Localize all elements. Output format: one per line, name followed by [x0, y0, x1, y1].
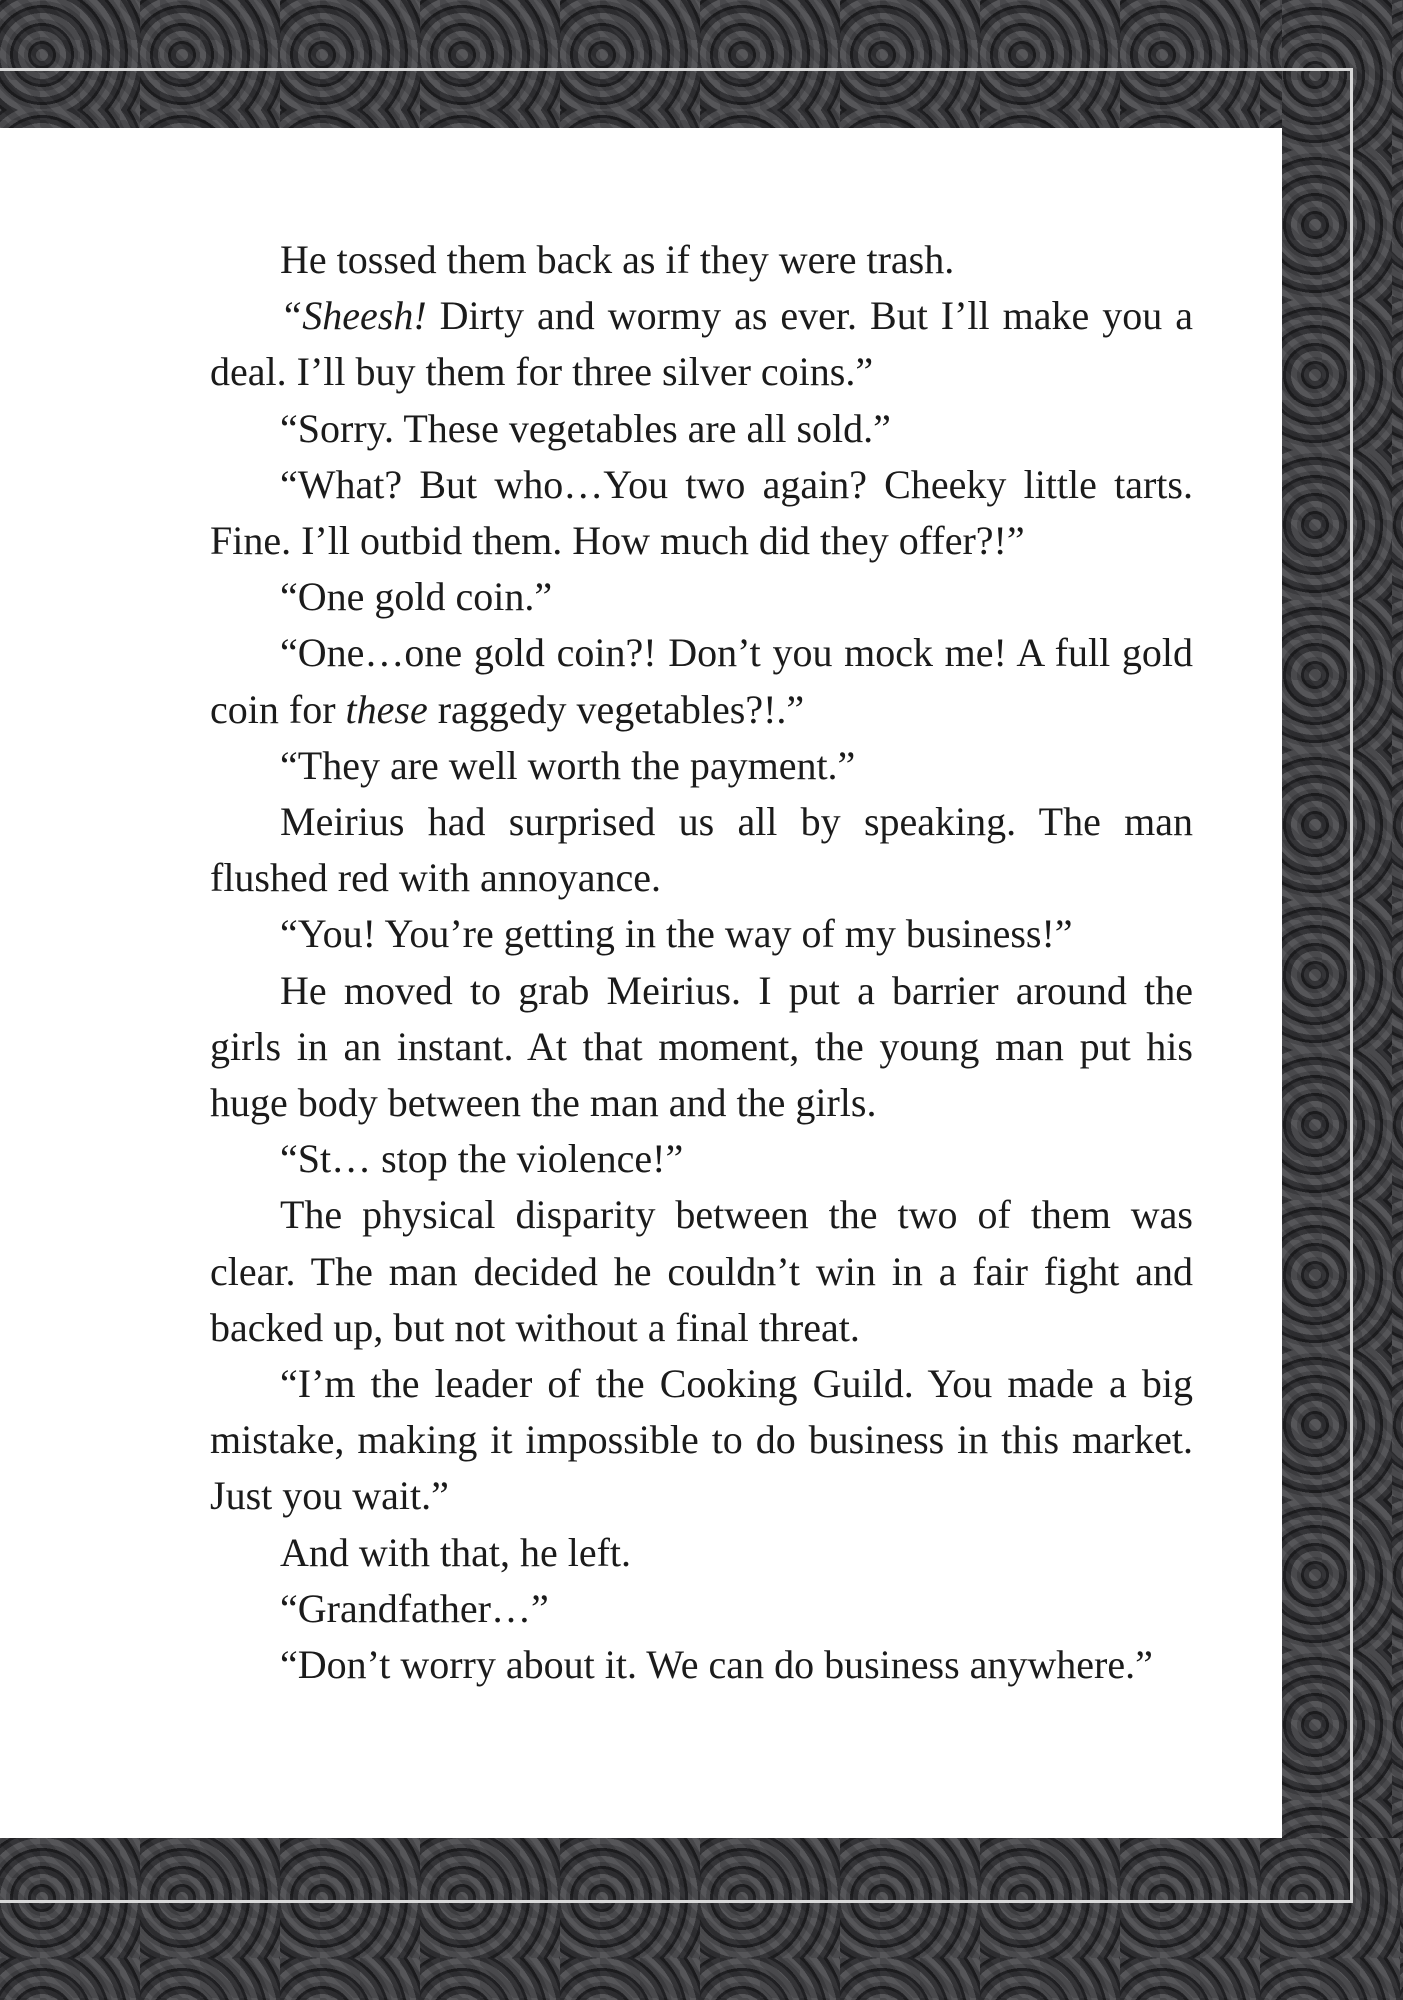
text-run: Meirius had surprised us all by speaking. The man flushed red with annoyance.	[210, 799, 1193, 901]
paragraph	[210, 288, 1193, 400]
text-run: He moved to grab Meirius. I put a barrier around the girls in an instant. At that moment, the young man put his huge body between the man and the girls.	[210, 967, 1193, 1126]
paragraph	[210, 1581, 1193, 1637]
text-run: “What? But who…You two again? Cheeky little tarts. Fine. I’ll outbid them. How much did they offer?!”	[210, 461, 1193, 564]
ornamental-border-top	[0, 0, 1403, 128]
paragraph	[210, 1187, 1193, 1356]
paragraph	[210, 1637, 1193, 1693]
text-run: “St… stop the violence!”	[280, 1136, 684, 1182]
paragraph	[210, 1525, 1193, 1581]
paragraph	[210, 232, 1193, 288]
paragraph	[210, 625, 1193, 737]
text-run: “One gold coin.”	[280, 574, 553, 620]
paragraph	[210, 1356, 1193, 1525]
text-run: “I’m the leader of the Cooking Guild. You made a big mistake, making it impossible to do business in this market. Just you wait.”	[210, 1361, 1193, 1519]
text-run: And with that, he left.	[280, 1529, 632, 1575]
frame-rule-top	[0, 68, 1352, 71]
text-run: raggedy vegetables?!.”	[427, 686, 805, 732]
paragraph	[210, 906, 1193, 962]
paragraph	[210, 401, 1193, 457]
text-run: The physical disparity between the two of them was clear. The man decided he couldn’t win in a fair fight and backed up, but not without a final threat.	[210, 1192, 1193, 1350]
ornamental-border-bottom	[0, 1838, 1403, 2000]
paragraph	[210, 963, 1193, 1132]
text-run: Dirty and wormy as ever. But I’ll make you a deal. I’ll buy them for three silver coins.”	[210, 293, 1193, 395]
text-run: He tossed them back as if they were trash.	[280, 237, 955, 282]
frame-rule-bottom	[0, 1900, 1352, 1903]
paragraph	[210, 738, 1193, 794]
book-page-text	[210, 232, 1193, 1693]
text-run: “Don’t worry about it. We can do business anywhere.”	[280, 1642, 1153, 1688]
italic-text-run: these	[345, 686, 428, 732]
text-run: “Grandfather…”	[280, 1585, 549, 1631]
paragraph	[210, 569, 1193, 625]
italic-text-run: “Sheesh!	[280, 293, 427, 339]
paragraph	[210, 794, 1193, 906]
text-run: “You! You’re getting in the way of my business!”	[280, 911, 1073, 957]
text-run: “They are well worth the payment.”	[280, 742, 856, 788]
paragraph	[210, 1131, 1193, 1187]
paragraph	[210, 457, 1193, 569]
frame-rule-right	[1350, 68, 1353, 1903]
text-run: “One…one gold coin?! Don’t you mock me! A full gold coin for	[210, 630, 1193, 732]
ornamental-border-right	[1282, 0, 1403, 2000]
text-run: “Sorry. These vegetables are all sold.”	[280, 405, 891, 451]
